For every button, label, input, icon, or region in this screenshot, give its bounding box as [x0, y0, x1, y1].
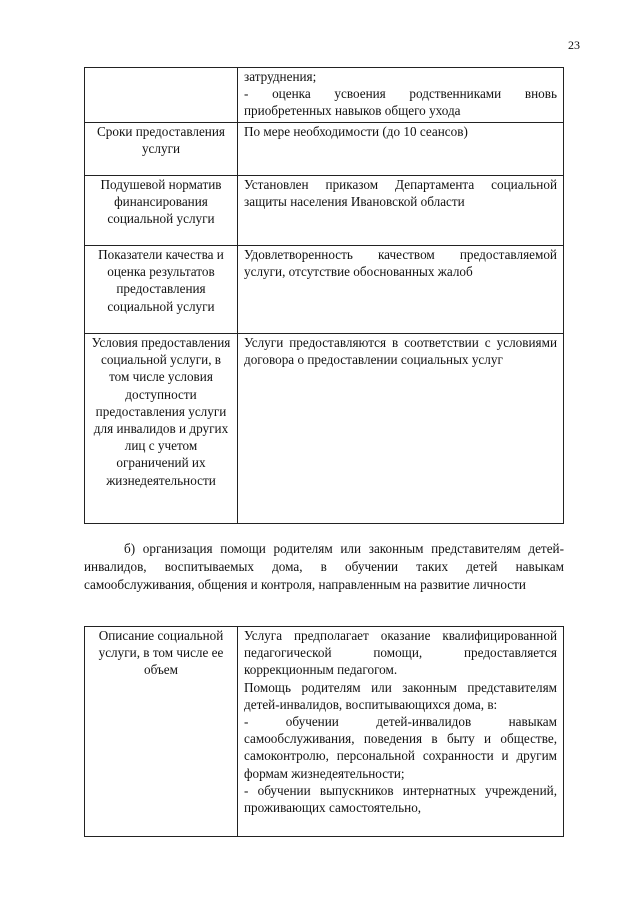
row-label-cell: Подушевой норматив финансирования социальной услуги — [85, 176, 238, 246]
table-row — [85, 176, 564, 246]
row-label-cell: Показатели качества и оценка результатов предоставления социальной услуги — [85, 246, 238, 334]
table-row — [85, 68, 564, 123]
value-line: - обучении выпускников интернатных учреждений, проживающих самостоятельно, — [244, 782, 557, 816]
row-label-cell: Сроки предоставления услуги — [85, 123, 238, 176]
services-table-continued — [84, 67, 564, 524]
table-row — [85, 627, 564, 837]
row-label-cell — [85, 68, 238, 123]
page-number: 23 — [568, 38, 580, 52]
row-value-cell — [238, 176, 564, 246]
table-row — [85, 334, 564, 524]
value-line: Установлен приказом Департамента социальной защиты населения Ивановской области — [244, 177, 557, 210]
row-value-cell — [238, 627, 564, 837]
value-line: Удовлетворенность качеством предоставляемой услуги, отсутствие обоснованных жалоб — [244, 247, 557, 280]
table-body — [85, 68, 564, 524]
row-label-cell: Описание социальной услуги, в том числе ее объем — [85, 627, 238, 837]
row-value-cell — [238, 246, 564, 334]
value-line: - оценка усвоения родственниками вновь приобретенных навыков общего ухода — [244, 86, 557, 119]
table-row — [85, 246, 564, 334]
table-body — [85, 627, 564, 837]
value-line: Помощь родителям или законным представителям детей-инвалидов, воспитывающихся дома, в: — [244, 679, 557, 712]
section-b-paragraph: б) организация помощи родителям или законным представителям детей-инвалидов, воспитываемых дома, в обучении таких детей навыкам самообслуживания, общения и контроля, направленным на развитие личности — [84, 541, 564, 592]
row-label-cell: Условия предоставления социальной услуги, в том числе условия доступности предоставления услуги для инвалидов и других лиц с учетом ограничений их жизнедеятельности — [85, 334, 238, 524]
value-line: - обучении детей-инвалидов навыкам самообслуживания, поведения в быту и обществе, самоконтролю, персональной сохранности и другим формам жизнедеятельности; — [244, 714, 557, 781]
value-line: затруднения; — [244, 69, 317, 84]
row-value-cell — [238, 334, 564, 524]
value-line: Услуга предполагает оказание квалифицированной педагогической помощи, предоставляется коррекционным педагогом. — [244, 628, 557, 678]
services-table-b — [84, 626, 564, 837]
row-value-cell — [238, 68, 564, 123]
value-line: По мере необходимости (до 10 сеансов) — [244, 124, 468, 139]
table-row — [85, 123, 564, 176]
row-value-cell — [238, 123, 564, 176]
value-line: Услуги предоставляются в соответствии с условиями договора о предоставлении социальных услуг — [244, 335, 557, 368]
